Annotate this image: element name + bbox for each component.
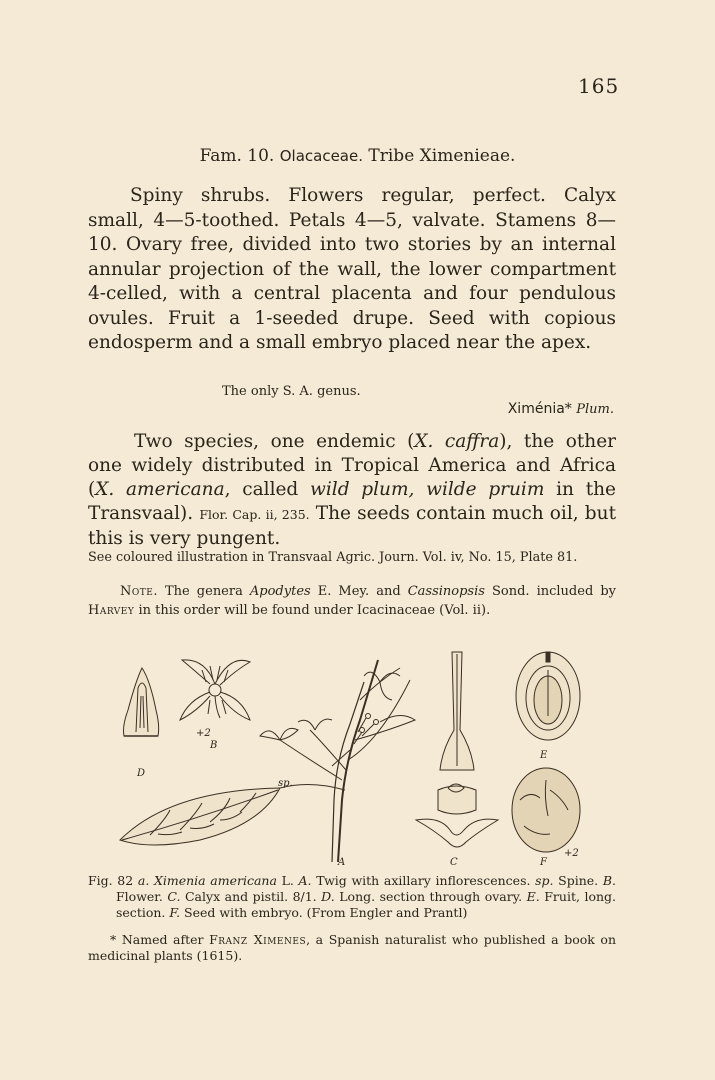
caption-key: B. — [602, 873, 616, 888]
note-text: E. Mey. and — [310, 584, 408, 599]
species-widespread-name: X. americana — [95, 479, 225, 500]
caption-text: Long. section through ovary. — [334, 889, 527, 904]
label-F: F — [540, 857, 547, 868]
footnote-text: , a Spanish naturalist who published a book on medicinal plants (1615). — [88, 932, 616, 963]
fruit-section-drawing — [516, 652, 580, 740]
family-description — [88, 184, 616, 356]
caption-key: A. — [298, 873, 312, 888]
species-text: ), the other one widely distributed in Tropical America and Africa ( — [88, 431, 616, 500]
genus-cassinopsis: Cassinopsis — [407, 584, 485, 599]
label-E: E — [540, 750, 548, 761]
label-magnification-F: +2 — [564, 848, 579, 859]
family-heading — [0, 146, 715, 166]
footnote — [88, 932, 616, 964]
caption-key: C. — [167, 889, 181, 904]
note-label: Note. — [120, 584, 158, 599]
caption-key: E. — [526, 889, 540, 904]
calyx-pistil-drawing — [416, 652, 498, 847]
tribe-name: Tribe Ximenieae. — [368, 146, 516, 166]
label-B: B — [210, 740, 218, 751]
note-text: Sond. included by — [484, 584, 616, 599]
label-magnification-B: +2 — [196, 728, 211, 739]
twig-drawing — [120, 660, 415, 862]
caption-key: a. — [137, 873, 150, 888]
caption-key: F. — [169, 905, 181, 920]
species-endemic-name: X. caffra — [414, 431, 500, 452]
label-D: D — [137, 768, 146, 779]
common-names: wild plum, wilde pruim — [310, 479, 545, 500]
genus-heading — [400, 401, 614, 417]
caption-text: Flower. — [116, 889, 168, 904]
genus-apodytes: Apodytes — [249, 584, 311, 599]
caption-text: Calyx and pistil. 8/1. — [180, 889, 322, 904]
family-name: Olacaceae. — [279, 147, 363, 165]
flora-reference: Flor. Cap. ii, 235. — [199, 507, 310, 522]
only-genus-note: The only S. A. genus. — [222, 384, 361, 399]
flower-drawing — [180, 660, 250, 720]
description-text: Spiny shrubs. Flowers regular, perfect. Calyx small, 4—5-toothed. Petals 4—5, valvate. Stamens 8—10. Ovary free, divided into two stories by an internal annular projection of the wall, the lower compartment 4-celled, with a central placenta and four pendulous ovules. Fruit a 1-seeded drupe. Seed with copious endosperm and a small embryo placed near the apex. — [88, 185, 616, 353]
species-text: , called — [224, 479, 311, 500]
caption-key: sp. — [535, 873, 554, 888]
caption-key: D. — [321, 889, 335, 904]
footnote-text: * Named after — [110, 932, 210, 947]
footnote-mark: * — [564, 401, 572, 417]
seed-drawing — [512, 768, 580, 852]
caption-text: Spine. — [553, 873, 603, 888]
caption-text: Fruit, long. section. — [116, 889, 616, 920]
caption-text: Seed with embryo. (From Engler and Prantl) — [180, 905, 468, 920]
species-text: The seeds contain much oil, but this is very pungent. — [88, 503, 616, 549]
label-C: C — [450, 857, 458, 868]
coloured-illustration-reference: See coloured illustration in Transvaal Agric. Journ. Vol. iv, No. 15, Plate 81. — [88, 550, 578, 565]
genus-authority: Plum. — [576, 402, 614, 417]
figure-caption — [88, 873, 616, 921]
page-number: 165 — [578, 74, 620, 98]
caption-text: L. — [276, 873, 299, 888]
ovary-section-drawing — [124, 668, 159, 736]
species-text: Two species, one endemic ( — [134, 431, 415, 452]
author-harvey: Harvey — [88, 603, 135, 618]
note-text: The genera — [157, 584, 250, 599]
label-spine: sp. — [278, 778, 293, 789]
species-text: in the Transvaal). — [88, 479, 616, 524]
caption-text: Fig. 82 — [88, 873, 138, 888]
label-A: A — [338, 857, 346, 868]
note-text: in this order will be found under Icacinaceae (Vol. ii). — [134, 603, 491, 618]
footnote-person: Franz Ximenes — [209, 932, 307, 947]
caption-species: Ximenia americana — [153, 873, 277, 888]
genus-name: Ximénia — [507, 401, 565, 417]
caption-text: Twig with axillary inflorescences. — [311, 873, 536, 888]
note-paragraph — [88, 582, 616, 620]
botanical-illustration — [110, 640, 615, 870]
family-number: Fam. 10. — [199, 146, 275, 166]
species-paragraph — [88, 430, 616, 551]
